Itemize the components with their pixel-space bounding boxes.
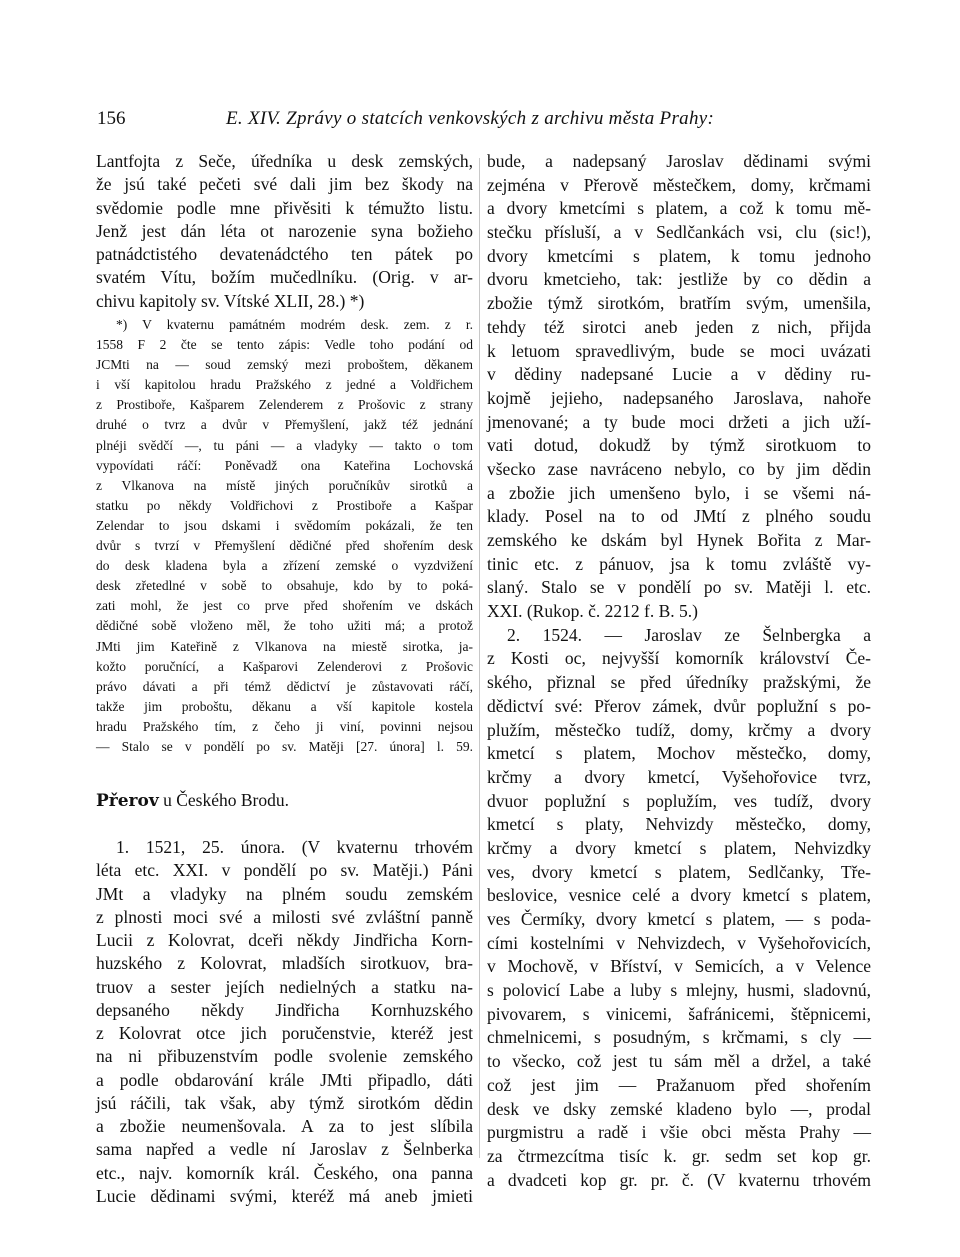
text-line: svatém Vítu, božím mučedlníku. (Orig. v ar- [96,267,473,288]
text-line: plužím, městečko tudíž, domy, krčmy a dvory [487,719,871,740]
text-line: desk ve dsky zemské kladeno bylo —, prodal [487,1098,871,1119]
text-line: sama napřed a vedle ní Jaroslav z Šelnberka [96,1139,473,1160]
text-line: dvory kmetcími s platem, k tomu jednoho [487,245,871,266]
footnote-line: JMti jim Kateřině z Vlkanova na miestě sirotka, ja- [96,638,473,654]
footnote-line: dvůr s tvrzí v Přemyšlení dědičné před shořením desk [96,538,473,554]
text-line: na ni přibuzenstvím podle svolenie zemského [96,1046,473,1067]
text-line: pivovarem, s vinicemi, šafránicemi, štěpnicemi, [487,1003,871,1024]
text-line: léta etc. XXI. v pondělí po sv. Matěji.) Páni [96,860,473,881]
footnote-line: 1558 F 2 čte se tento zápis: Vedle toho podání od [96,337,473,353]
footnote-line: Zelendar to jsou dskami i svědomím pokázali, že ten [96,517,473,533]
text-line: Lucii z Kolovrat, dceři někdy Jindřicha Korn- [96,930,473,950]
section-heading-rest: u Českého Brodu. [158,790,290,810]
text-line: a podle obdarování krále JMti připadlo, dáti [96,1069,473,1090]
text-line: k letuom spravedlivým, bude se moci uvázati [487,340,871,361]
text-line: truov a sester jejích nedielných a statku na- [96,976,473,997]
footnote-line: JCMti na — soud zemský mezi proboštem, děkanem [96,357,473,373]
section-heading [96,788,473,812]
text-line: a dvadceti kop gr. pr. č. (V kvaternu trhovém [487,1169,871,1190]
footnote-line: — Stalo se v pondělí po sv. Matěji [27. února] l. 59. [96,738,473,754]
footnote-line: statku po někdy Voldřichovi z Prostiboře a Kašpar [96,497,473,513]
text-line: XXI. (Rukop. č. 2212 f. B. 5.) [487,601,698,622]
text-line: krčmy a dvory kmetcí s platem, Nehvizdky [487,837,871,858]
text-line: vati dotud, dokudž by týmž sirotkuom to [487,435,871,456]
text-line: ského, přiznal se před úředníky pražskými, že [487,672,871,693]
text-line: tinic etc. z pánuov, jsa k tomu zvláště vy- [487,553,871,574]
text-line: depsaného někdy Jindřicha Kornhuzského [96,999,473,1020]
page-number: 156 [97,108,126,129]
text-line: z plnosti moci své a milosti své zvláštní panně [96,906,473,927]
text-line: 2. 1524. — Jaroslav ze Šelnbergka a [507,624,871,645]
footnote [96,315,473,757]
left-column-text [96,150,473,313]
text-line: slaný. Stalo se v pondělí po sv. Matěji l. etc. [487,577,871,598]
footnote-line: vypovídati ráčí: Poněvadž ona Kateřina Lochovská [96,457,473,473]
text-line: JMt a vladyky na plném soudu zemském [96,883,473,904]
text-line: kmetcí s platy, Nehvizdy městečko, domy, [487,814,871,835]
text-line: tehdy též sirotci aneb jeden z nich, přijda [487,316,871,337]
text-line: huzského z Kolovrat, mladších sirotkuov, bra- [96,953,473,974]
footnote-line: druhé o tvrz a dvůr v Přemyšlení, jakž též jednání [96,417,473,433]
text-line: zejména v Přerově městečkem, domy, krčmami [487,174,871,195]
text-line: Jenž jest dán léta ot narozenie syna božieho [96,220,473,241]
text-line: bude, a nadepsaný Jaroslav dědinami svými [487,151,871,171]
footnote-line: plnéji svědčí —, tu páni — a vladyky — takto o tom [96,437,473,453]
footnote-line: do desk kladena byla a zřízení zemské o vyzdvižení [96,558,473,574]
footnote-line: hradu Pražského tím, z čeho ji viní, povinni nejsou [96,718,473,734]
text-line: svědomie podle mne přivěsiti k témužto listu. [96,197,473,218]
text-line: patnádctistého devatenádctého ten pátek po [96,244,473,264]
text-line: v Mochově, v Bříství, v Semicích, a v Velence [487,956,871,977]
text-line: etc., najv. komorník král. Českého, ona panna [96,1162,473,1183]
text-line: z Kosti oc, nejvyšší komorník království Če- [487,648,871,669]
text-line: kojmě jejieho, nadepsaného Jaroslava, nahoře [487,387,871,408]
text-line: a dvory kmetcími s platem, a což k tomu mě- [487,198,871,219]
text-line: krčmy a dvory kmetcí, Vyšehořovice tvrz, [487,766,871,787]
text-line: jsú ráčili, tak však, aby týmž sirotkóm dědin [96,1092,473,1113]
text-line: za čtrmezcítma tisíc k. gr. sedm set kop gr. [487,1145,871,1166]
running-title: E. XIV. Zprávy o statcích venkovských z archivu města Prahy: [226,108,715,129]
footnote-line: z Prostiboře, Kašparem Zelenderem z Prošovic z strany [96,397,473,413]
text-line: dvuor poplužní s poplužím, ves tudíž, dvory [487,790,871,811]
footnote-line: takže jim proboštu, děkanu a vší kapitole kostela [96,698,473,714]
right-column [487,150,871,1192]
column-divider [479,158,480,1158]
text-line: všecko zase navráceno nebylo, co by jim dědin [487,458,871,479]
text-line: a zbožie jich umenšeno bylo, i se všemi ná- [487,482,871,503]
text-line: dědictví své: Přerov zámek, dvůr poplužní s po- [487,695,871,716]
text-line: že jsú také pečeti své dali jim bez škody na [96,174,473,195]
text-line: zbožie týmž sirotkóm, bratřím svým, umenšila, [487,293,871,314]
footnote-line: zati mohl, že jest co prve před shořením ve dskách [96,598,473,614]
text-line: cími kostelními v Nehvizdech, v Vyšehořovicích, [487,932,871,953]
text-line: chivu kapitoly sv. Vítské XLII, 28.) *) [96,290,365,311]
text-line: zemského ke dskám byl Hynek Bořita z Mar- [487,530,871,550]
page-header [97,102,869,136]
text-line: ves, dvory kmetcí s platem, Sedlčanky, Tře- [487,861,871,882]
text-line: stečku přísluší, a v Sedlčankách vsi, clu (sic!), [487,222,871,243]
section-heading-place: Přerov [96,791,159,811]
footnote-line: *) V kvaternu památném modrém desk. zem. z r. [116,317,473,332]
text-line: klady. Posel na to od JMtí z plného soudu [487,506,871,527]
text-line: kmetcí s platem, Mochov městečko, domy, [487,743,871,764]
footnote-line: desk zřetedlné v sobě to obsahuje, kdo by to poká- [96,578,473,594]
text-line: z Kolovrat otce jich poručenstvie, kteréž jest [96,1023,473,1043]
footnote-line: právo dávati a při témž dědictví je zůstavovati ráčí, [96,678,473,694]
text-line: chmelnicemi, s posudným, s krčmami, s cly — [487,1027,871,1048]
text-line: dvoru kmetcieho, tak: jestliže by co dědin a [487,269,871,290]
text-line: jmenované; a ty bude moci držeti a jich uží- [487,411,871,432]
footnote-line: kožto poručnící, a Kašparovi Zelenderovi z Prošovic [96,658,473,674]
footnote-line: z Vlkanova na místě jiných poručníkův sirotků a [96,477,473,493]
text-line: a zbožie neumenšovala. A za to jest slíbila [96,1116,473,1136]
text-line: v dědiny nadepsané Lucie a v dědiny ru- [487,364,871,385]
text-line: ves Čermíky, dvory kmetcí s platem, — s poda- [487,909,871,929]
text-line: s polovicí Labe a luby s mlejny, husmi, sladovnú, [487,980,871,1001]
text-line: to všecko, což jest tu sám měl a držel, a také [487,1051,871,1072]
text-line: Lucie dědinami svými, kteréž má aneb jmieti [96,1185,473,1206]
text-line: Lantfojta z Seče, úředníka u desk zemských, [96,151,473,171]
text-line: 1. 1521, 25. února. (V kvaternu trhovém [116,837,473,857]
footnote-line: dědičné sobě vloženo měl, že toho užiti má; a protož [96,618,473,634]
text-line: což jest jim — Pražanuom před shořením [487,1074,871,1095]
text-line: purgmistru a radě i všie obci města Prahy — [487,1122,871,1143]
text-line: beslovice, vesnice celé a dvory kmetcí s platem, [487,885,871,906]
footnote-line: i vší kapitolou hradu Pražského z jedné a Voldřichem [96,377,473,393]
entry-text [96,836,473,1208]
